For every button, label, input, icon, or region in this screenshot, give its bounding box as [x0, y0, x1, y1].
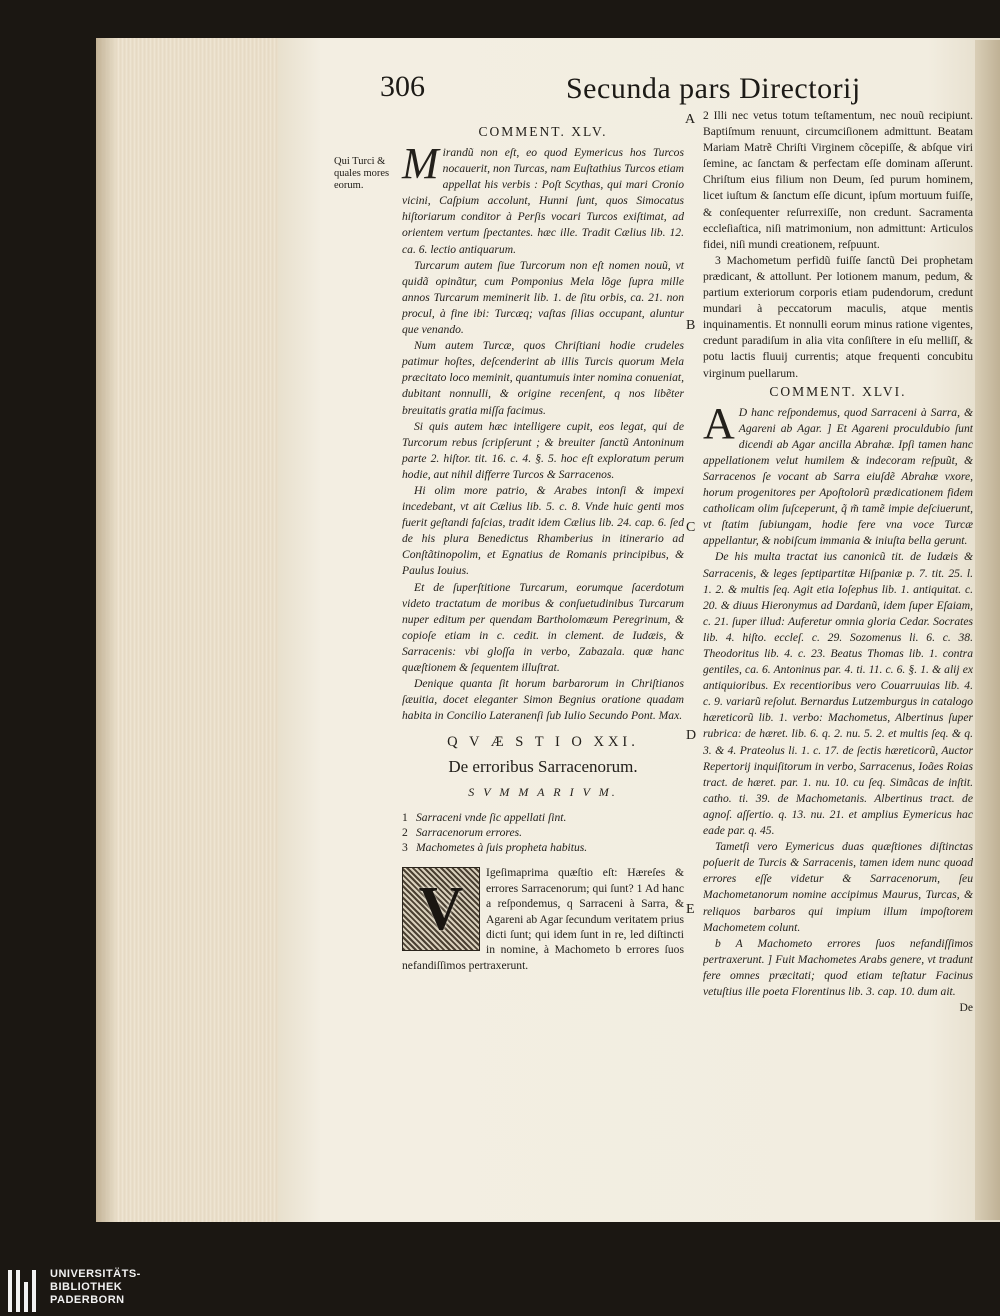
summary-item: 1 Sarraceni vnde ſic appellati ſint.	[402, 811, 567, 825]
paragraph: Et de ſuperſtitione Turcarum, eorumque ſacerdotum videto tractatum de moribus & conſuetudinibus Turcarum nuper editum per quendam Bartholomæum Peregrinum, & copioſe etiam in c. cedit. in clement. de Iudæis, & Sarracenis: vbi gloſſa in verbo, Zabazala. quæ hanc quæſtionem & ſequentem illuſtrat.	[402, 580, 684, 674]
paragraph: Tametſi vero Eymericus duas quæſtiones diſtinctas poſuerit de Turcis & Sarracenis, tamen idem nunc quoad errores eſſe videtur & Sarracenorum, ſeu Machometanorum nomine accipimus Maurus, Turcas, & reliquos barbaros qui impium illum impoſtorem Machometem colunt.	[703, 840, 973, 934]
page-number: 306	[380, 70, 425, 103]
paragraph	[402, 139, 684, 258]
comment-heading: COMMENT. XLVI.	[769, 383, 907, 399]
paragraph: A D hanc reſpondemus, quod Sarraceni à Sarra, & Agareni ab Agar. ] Et Agareni proculdubio ſunt dicendi ab Agar ancilla Abrahæ. Ipſi tamen hanc appellationem velut humilem & indecoram reſpuũt, & Sarracenos ſe vocant ab Sarra eiuſdẽ Abrahæ vxore, horum progenitores per Apoſtolorũ prædicationem fidem catholicam olim ſuſceperunt, q̃ m̃ tamẽ impie deſciuerunt, vt ſtatim ſubiungam, hodie fere vna voce Turcæ appellantur, & nobiſcum immania & iniuſta bella gerunt.	[703, 398, 973, 548]
drop-initial: M	[402, 139, 439, 188]
margin-note: Qui Turci & quales mores eorum.	[334, 156, 390, 191]
margin-letter-c: C	[686, 520, 696, 535]
page-header	[380, 70, 940, 110]
footer-bar	[0, 1266, 1000, 1316]
paragraph-text: irandũ non eſt, eo quod Eymericus hos Turcos nocauerit, non Turcas, nam Euſtathius Turcos etiam appellat his verbis : Poſt Scythas, qui mari Cronio vicini, Caſpium accolunt, Hunni ſunt, quos Simocatus hiſtoriarum conditor à Perſis vocari Turcos exiſtimat, ad orientem vertum ſpectantes. hæc ille. Tradit Cælius lib. 12. ca. 6. lectio antiquarum.	[402, 146, 684, 256]
question-title: De erroribus Sarracenorum.	[448, 757, 638, 777]
catchword: De	[959, 1001, 973, 1015]
paragraph: Turcarum autem ſiue Turcorum non eſt nomen nouũ, vt quidã opinãtur, cum Pomponius Mela lõge ſupra mille annos Turcarum meminerit lib. 1. de ſitu orbis, ca. 21. non procul, à fine ibi: Turcæq; vaſtas ſilias occupant, aluntur que venando.	[402, 258, 684, 337]
paragraph: Denique quanta ſit horum barbarorum in Chriſtianos ſæuitia, docet eleganter Simon Begnius oratione quadam habita in Concilio Lateranenſi ſub Iulio Secundo Pont. Max.	[402, 677, 684, 723]
spine-shadow	[96, 38, 116, 1222]
left-column	[402, 122, 684, 973]
paragraph: Hi olim more patrio, & Arabes intonſi & impexi incedebant, vt ait Cælius lib. 5. c. 8. Vnde huic genti mos fuerit geſtandi faſcias, tradit idem Cælius lib. 24. cap. 6. ſed de his plura Benedictus Rhamberius in itinerario ad Conſtãtinopolim, et Egnatius de Romanis principibus, & Paulus Iouius.	[402, 483, 684, 578]
paragraph: 2 Illi nec vetus totum teſtamentum, nec nouũ recipiunt. Baptiſmum renuunt, circumciſionem admittunt. Beatam Mariam Matrẽ Chriſti Virginem cõcepiſſe, & abſque viri ſemine, ac ſanctam & perfectam eſſe dominam aſſerunt. Chriſtum eius filium non Deum, ſed purum hominem, licet iuſtum & ſanctum eſſe dicunt, ipſum mortuum fuiſſe, & conſequenter reſurrexiſſe, non credunt. Sacramenta eccleſiaſtica, niſi matrimonium, non admittunt: Articulos fidei, niſi mundi creationem, reſpuunt.	[703, 109, 973, 251]
summary-heading: S V M M A R I V M.	[468, 785, 618, 800]
ornamental-initial: V	[402, 867, 480, 951]
margin-letter-d: D	[686, 728, 697, 743]
comment-heading: COMMENT. XLV.	[478, 124, 608, 139]
question-body: Igeſimaprima quæſtio eſt: Hæreſes & errores Sarracenorum; qui ſunt? 1 Ad hanc a reſpondemus, q Sarraceni à Sarra, & Agareni ab Agar ſecundum veritatem prius dicti ſunt; qui idem ſunt in re, led diſtincti in nomine, à Machometo b errores ſuos nefandiſſimos pertraxerunt.	[402, 866, 684, 972]
right-page-edge	[975, 40, 1000, 1220]
library-name: UNIVERSITÄTS- BIBLIOTHEK PADERBORN	[50, 1268, 141, 1306]
page-block-edges	[96, 38, 279, 1222]
paragraph: b A Machometo errores ſuos nefandiſſimos pertraxerunt. ] Fuit Machometes Arabs genere, vt tradunt fere omnes præcitati; quod etiam teſtatur Facinus vetuſtius ille poeta Florentinus lib. 3. cap. 10. dum ait.	[703, 936, 973, 998]
margin-letter-a: A	[685, 112, 696, 127]
margin-letter-e: E	[686, 902, 695, 917]
summary-item: 3 Machometes à ſuis propheta habitus.	[402, 841, 588, 855]
library-logo-icon	[8, 1270, 42, 1312]
paragraph: De his multa tractat ius canonicũ tit. de Iudæis & Sarracenis, & leges ſeptipartitæ Hiſpaniæ p. 7. tit. 25. l. 1. 2. & multis ſeq. Agit etia Ioſephus lib. 1. antiquitat. c. 20. & diuus Hieronymus ad Dardanũ, idem ſuper Eſaiam, c. 21. ſuper illud: Auferetur omnia gloria Cedar. Socrates lib. 4. hiſto. eccleſ. c. 29. Sozomenus li. 6. c. 38. Theodoritus lib. 4. c. 23. Beatus Thomas lib. 1. contra gentiles, ca. 6. Antoninus par. 4. ti. 11. c. 6. §. 1. & alij ex antiquioribus. Ex recentioribus vero Couarruuias lib. 4. c. 9. variarũ reſolut. Bernardus Lutzemburgus in catalogo hæreticorũ lib. 1. verbo: Machometus, Albertinus ſuper rubrica: de hæret. lib. 6. q. 2. nu. 5. 2. et multis ſeq. & q. 3. & 4. Prateolus li. 1. c. 17. de ſectis hæreticorũ, Auctor Repertorij inquiſitorum in verbo, Sarracenus, Ioães Roias tract. de hæret. par. 1. nu. 10. cu ſeq. Simãcas de inſtit. catho. ti. 39. de Machometanis. Albertinus tract. de agnoſ. aſſertio. q. 13. nu. 21. et amplius Eymericus hac eade par. q. 45.	[703, 550, 973, 838]
summary-item: 2 Sarracenorum errores.	[402, 826, 523, 840]
paragraph: 3 Machometum perfidũ fuiſſe ſanctũ Dei prophetam prædicant, & attollunt. Per lotionem manum, pedum, & partium exteriorum corporis etiam pudendorum, credunt mundari à peccatorum maculis, atque mentis inquinamentis. Et nonnulli eorum minus ratione vigentes, credunt paradiſum in alia vita conſiſtere in eſu melliſſ, & potu lactis fluuij currentis; atque frequenti concubitu virginum puellarum.	[703, 253, 973, 380]
question-heading: Q V Æ S T I O XXI.	[447, 734, 639, 751]
paragraph: Si quis autem hæc intelligere cupit, eos legat, qui de Turcorum rebus ſcripſerunt ; & breuiter ſanctũ Antoninum parte 2. hiſtor. tit. 16. c. 4. §. 5. hoc eſt exploratum perum hodie, aut nihil differre Turcos & Sarracenos.	[402, 419, 684, 481]
right-column	[703, 108, 973, 1016]
margin-letter-b: B	[686, 318, 696, 333]
paragraph: Num autem Turcæ, quos Chriſtiani hodie crudeles patimur hoſtes, deſcenderint ab illis Turcis quorum Mela præcitato loco meminit, quantumuis inter nomina conueniat, dubitant nonnulli, & origine recenſent, q nos libẽter breuitatis gratia miſſa facimus.	[402, 339, 684, 417]
drop-initial: A	[703, 398, 735, 448]
running-head: Secunda pars Directorij	[566, 72, 861, 105]
